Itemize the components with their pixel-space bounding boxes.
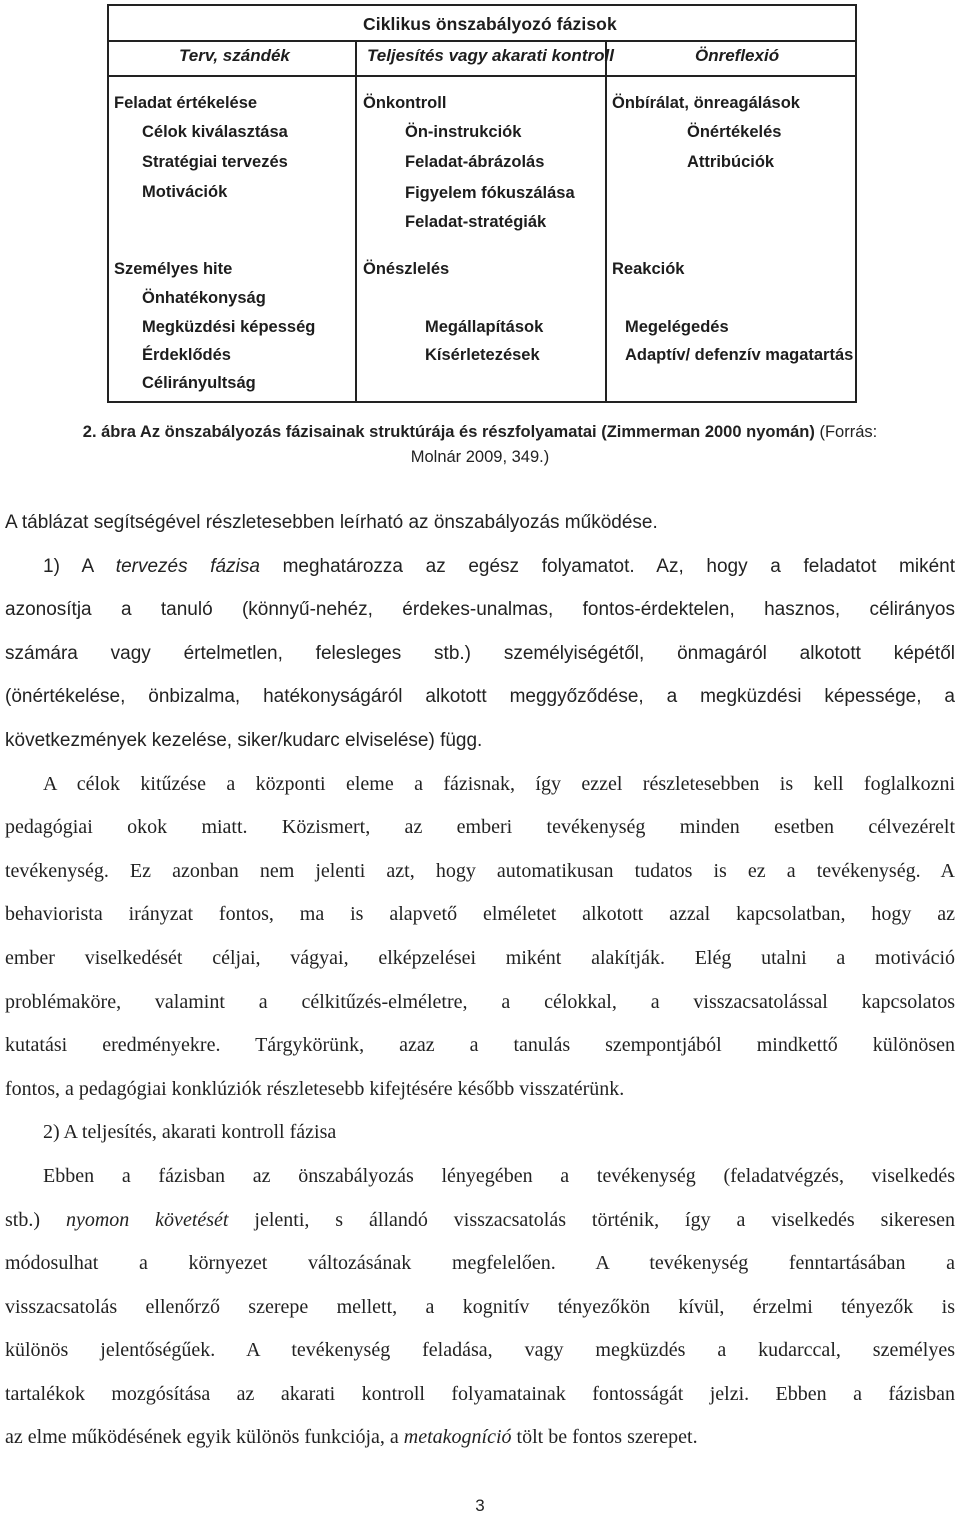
phases-figure [107,4,857,404]
list-item: Önhatékonyság [142,289,266,307]
figure-column-divider-1 [355,40,357,403]
emphasis: tervezés fázisa [115,555,260,577]
line-text: stb.) [5,1208,66,1231]
list-item: Megküzdési képesség [142,318,316,336]
line-text: meghatározza az egész folyamatot. Az, hogy a feladatot miként [259,555,955,577]
intro-sentence: A táblázat segítségével részletesebben leírható az önszabályozás működése. [5,512,658,533]
figure-column-divider-2 [605,40,607,403]
group-title: Önbírálat, önreagálások [612,94,800,112]
line-text: az elme működésének egyik különös funkciója, a [5,1426,404,1449]
list-item: Motivációk [142,183,228,201]
figure-right-border [855,4,857,403]
line-text: tölt be fontos szerepet. [511,1426,698,1449]
group-title: Személyes hite [114,260,233,278]
group-title: Önkontroll [363,94,447,112]
figure-title: Ciklikus önszabályozó fázisok [363,14,617,34]
caption-source-end: Molnár 2009, 349.) [410,448,550,466]
line-text: jelenti, s állandó visszacsatolás történik, így a viselkedés sikeresen [228,1208,956,1231]
figure-left-border [107,4,109,403]
list-item: Adaptív/ defenzív magatartás [625,346,854,364]
figure-header-divider [107,75,857,77]
group-title: Önészlelés [363,260,450,278]
paragraph-line [5,1416,955,1460]
caption-title: 2. ábra Az önszabályozás fázisainak struktúrája és részfolyamatai (Zimmerman 2000 nyomán) [82,423,815,441]
list-item: Megelégedés [625,318,729,336]
figure-caption [20,420,940,470]
group-title: Feladat értékelése [114,94,258,112]
paragraph-line: (önértékelése, önbizalma, hatékonyságáról alkotott meggyőződése, a megküzdési képessége, a [5,686,955,708]
list-item: Stratégiai tervezés [142,153,288,171]
paragraph-line: behaviorista irányzat fontos, ma is alapvető elméletet alkotott azzal kapcsolatban, hogy az [5,903,955,926]
paragraph-line: fontos, a pedagógiai konklúziók részletesebb kifejtésére később visszatérünk. [5,1077,625,1100]
column-heading-reflection: Önreflexió [695,46,780,65]
column-heading-plan: Terv, szándék [179,46,290,65]
body-text [5,501,955,1460]
paragraph-line [5,545,955,589]
paragraph-line: Ebben a fázisban az önszabályozás lényegében a tevékenység (feladatvégzés, viselkedés [43,1164,955,1187]
paragraph-line: ember viselkedését céljai, vágyai, elképzelései miként alakítják. Elég utalni a motiváció [5,946,955,969]
section-heading: 2) A teljesítés, akarati kontroll fázisa [43,1121,337,1144]
paragraph-line: problémaköre, valamint a célkitűzés-elméletre, a célokkal, a visszacsatolással kapcsolatos [5,990,955,1013]
paragraph-line: számára vagy értelmetlen, felesleges stb.) személyiségétől, önmagáról alkotott képétől [5,642,955,664]
list-item: Érdeklődés [142,346,231,364]
list-item: Kísérletezések [425,346,540,364]
emphasis: metakogníció [403,1426,512,1449]
column-heading-performance: Teljesítés vagy akarati kontroll [367,46,614,65]
paragraph-line: különös jelentőségűek. A tevékenység feladása, vagy megküzdés a kudarccal, személyes [5,1339,955,1362]
figure-title-divider [107,40,857,42]
paragraph-line: pedagógiai okok miatt. Közismert, az emberi tevékenység minden esetben célvezérelt [5,816,955,839]
figure-bottom-border [107,401,857,403]
paragraph-line [5,1199,955,1243]
numbering: 1) A [43,555,116,577]
list-item: Önértékelés [687,123,782,141]
paragraph-line: tartalékok mozgósítása az akarati kontroll folyamatainak fontosságát jelzi. Ebben a fázisban [5,1382,955,1405]
list-item: Figyelem fókuszálása [405,184,575,202]
paragraph-line: következmények kezelése, siker/kudarc elviselése) függ. [5,729,483,751]
page-number: 3 [475,1496,485,1515]
paragraph-line: azonosítja a tanuló (könnyű-nehéz, érdekes-unalmas, fontos-érdektelen, hasznos, célirányos [5,599,955,621]
caption-source-start: (Forrás: [814,423,878,441]
group-title: Reakciók [612,260,685,278]
list-item: Feladat-stratégiák [405,213,547,231]
paragraph-line: visszacsatolás ellenőrző szerepe mellett, a kognitív tényezőkön kívül, érzelmi tényezők is [5,1295,955,1318]
emphasis: nyomon követését [65,1208,229,1231]
paragraph-line: A célok kitűzése a központi eleme a fázisnak, így ezzel részletesebben is kell foglalkozni [43,772,955,795]
paragraph-line: módosulhat a környezet változásának megfelelően. A tevékenység fenntartásában a [5,1252,955,1275]
list-item: Attribúciók [687,153,775,171]
list-item: Célok kiválasztása [142,123,288,141]
list-item: Célirányultság [142,374,256,392]
figure-top-border [107,4,857,6]
list-item: Ön-instrukciók [405,123,522,141]
paragraph-line: tevékenység. Ez azonban nem jelenti azt, hogy automatikusan tudatos is ez a tevékenység. A [5,859,955,882]
list-item: Feladat-ábrázolás [405,153,545,171]
list-item: Megállapítások [425,318,544,336]
paragraph-line: kutatási eredményekre. Tárgykörünk, azaz a tanulás szempontjából mindkettő különösen [5,1034,955,1057]
